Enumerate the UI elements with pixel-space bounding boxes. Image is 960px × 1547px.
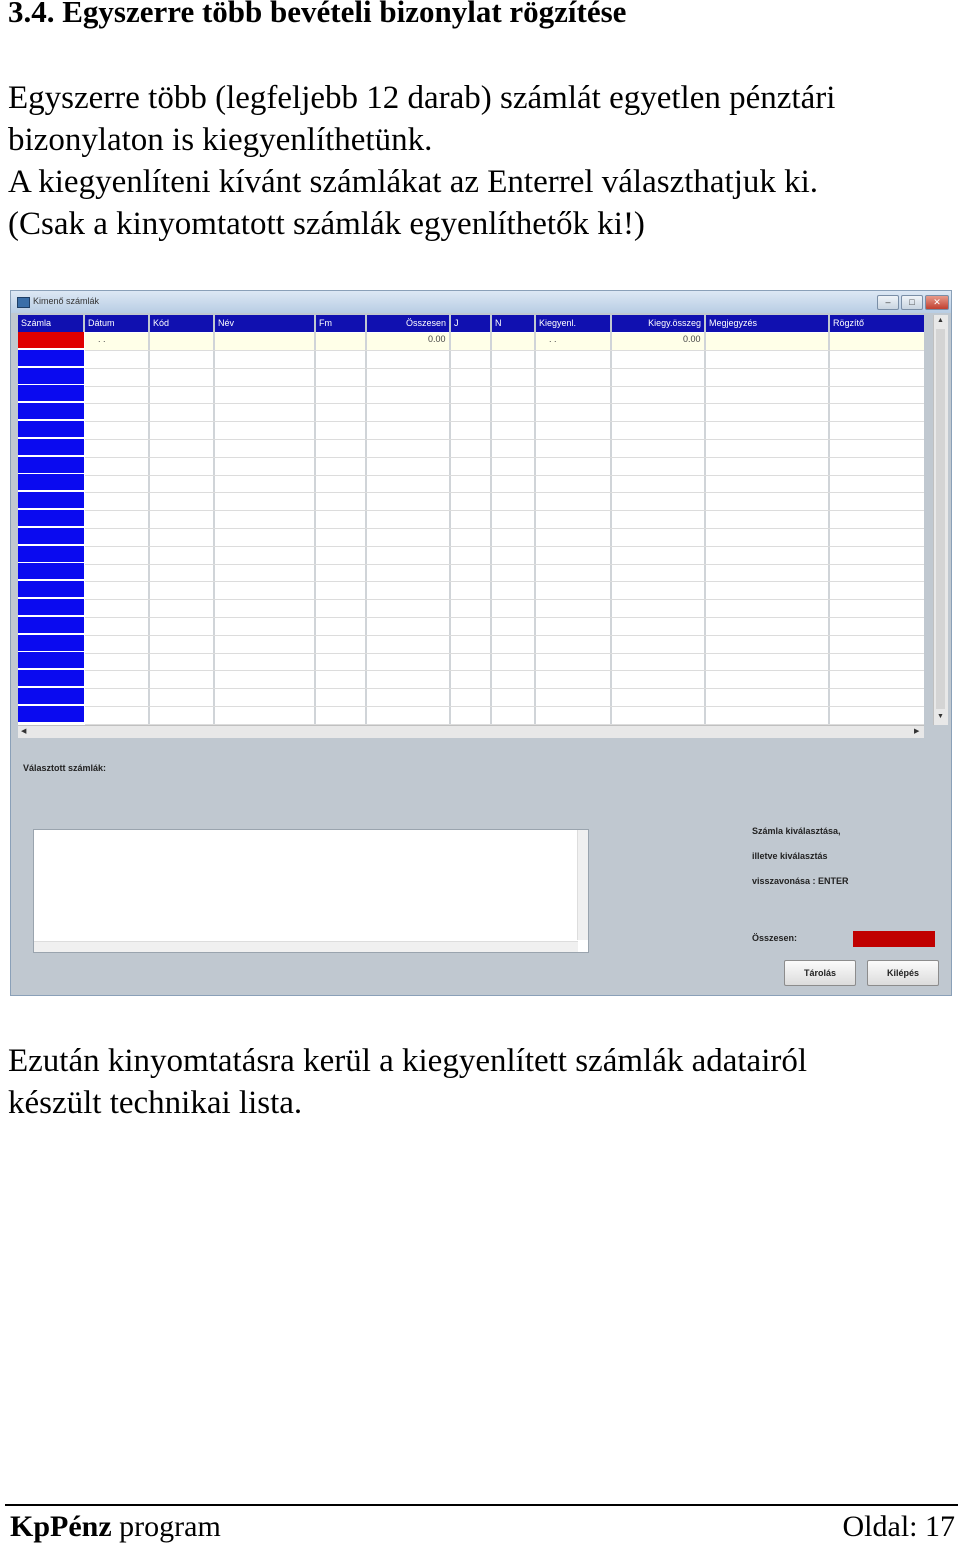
row-selector[interactable]: [18, 563, 84, 580]
intro-line-4: (Csak a kinyomtatott számlák egyenlíthetők ki!): [8, 206, 645, 242]
scroll-up-icon[interactable]: ▲: [937, 317, 944, 324]
grid-row-line: [85, 386, 924, 387]
grid-row-line: [85, 528, 924, 529]
after-line-1: Ezután kinyomtatásra kerül a kiegyenlített számlák adatairól: [8, 1043, 808, 1079]
footer-divider: [5, 1504, 958, 1506]
footer-program-name: KpPénz: [10, 1510, 112, 1543]
hint-line-1: Számla kiválasztása,: [752, 826, 841, 836]
row-selector[interactable]: [18, 474, 84, 491]
section-heading: 3.4. Egyszerre több bevételi bizonylat rögzítése: [8, 0, 627, 29]
active-row-selector[interactable]: [18, 332, 84, 349]
row-selector[interactable]: [18, 492, 84, 509]
after-line-2: készült technikai lista.: [8, 1085, 303, 1121]
col-header-datum[interactable]: Dátum: [85, 315, 150, 332]
col-header-kiegy-osszeg[interactable]: Kiegy.összeg: [612, 315, 706, 332]
row-selector[interactable]: [18, 421, 84, 438]
col-header-j[interactable]: J: [451, 315, 492, 332]
window-app-icon: [17, 297, 30, 308]
footer-page-number: Oldal: 17: [842, 1510, 955, 1543]
exit-button[interactable]: Kilépés: [867, 960, 939, 986]
row-selector[interactable]: [18, 368, 84, 385]
grid-row-line: [85, 670, 924, 671]
col-header-nev[interactable]: Név: [215, 315, 316, 332]
grid-row-line: [85, 403, 924, 404]
row-selector[interactable]: [18, 510, 84, 527]
close-button[interactable]: ✕: [925, 295, 949, 310]
row-selector[interactable]: [18, 439, 84, 456]
grid-row-line: [85, 653, 924, 654]
grid-row-line: [85, 492, 924, 493]
intro-paragraph: [8, 77, 950, 245]
intro-line-3: A kiegyenlíteni kívánt számlákat az Enterrel választhatjuk ki.: [8, 164, 819, 200]
vertical-scrollbar[interactable]: [933, 315, 948, 725]
col-header-kod[interactable]: Kód: [150, 315, 215, 332]
minimize-button[interactable]: –: [877, 295, 899, 310]
cell-datum: . .: [98, 334, 106, 344]
grid-row-line: [85, 368, 924, 369]
intro-line-1: Egyszerre több (legfeljebb 12 darab) számlát egyetlen pénztári: [8, 80, 836, 116]
row-selector[interactable]: [18, 403, 84, 420]
grid-row-line: [85, 688, 924, 689]
col-header-osszesen[interactable]: Összesen: [367, 315, 451, 332]
hint-line-3: visszavonása : ENTER: [752, 876, 849, 886]
cell-kiegyenl: . .: [549, 334, 557, 344]
hint-line-2: illetve kiválasztás: [752, 851, 828, 861]
scroll-right-icon[interactable]: ▶: [914, 728, 920, 735]
scroll-down-icon[interactable]: ▼: [937, 713, 944, 720]
row-selector[interactable]: [18, 706, 84, 723]
col-header-rogzito[interactable]: Rögzítő: [830, 315, 924, 332]
row-selector[interactable]: [18, 599, 84, 616]
grid-row-line: [85, 421, 924, 422]
row-selector[interactable]: [18, 581, 84, 598]
row-selector[interactable]: [18, 688, 84, 705]
footer-program: [10, 1510, 221, 1544]
save-button[interactable]: Tárolás: [784, 960, 856, 986]
grid-row-line: [85, 350, 924, 351]
grid-row-line: [85, 475, 924, 476]
grid-row-line: [85, 599, 924, 600]
grid-row-line: [85, 546, 924, 547]
cell-osszesen: 0.00: [428, 334, 446, 344]
row-selector[interactable]: [18, 528, 84, 545]
invoice-window: [10, 290, 952, 996]
row-selector[interactable]: [18, 635, 84, 652]
horizontal-scrollbar[interactable]: [18, 725, 924, 738]
invoice-grid[interactable]: [18, 315, 924, 725]
row-selector[interactable]: [18, 385, 84, 402]
grid-row-line: [85, 635, 924, 636]
cell-kiegy-osszeg: 0.00: [683, 334, 701, 344]
window-title: Kimenő számlák: [33, 296, 100, 306]
grid-row-line: [85, 581, 924, 582]
maximize-button[interactable]: □: [901, 295, 923, 310]
row-selector[interactable]: [18, 350, 84, 367]
col-header-szamla[interactable]: Számla: [18, 315, 85, 332]
grid-row-line: [85, 510, 924, 511]
total-label: Összesen:: [752, 933, 798, 943]
col-header-fm[interactable]: Fm: [316, 315, 367, 332]
footer-program-suffix: program: [111, 1510, 221, 1543]
window-titlebar: [11, 291, 951, 313]
row-selector[interactable]: [18, 546, 84, 563]
row-selector[interactable]: [18, 617, 84, 634]
grid-row-line: [85, 617, 924, 618]
after-paragraph: [8, 1040, 807, 1124]
col-header-megjegyzes[interactable]: Megjegyzés: [706, 315, 830, 332]
scroll-left-icon[interactable]: ◀: [21, 728, 27, 735]
grid-row-line: [85, 457, 924, 458]
total-value: 0: [853, 931, 935, 947]
grid-row-line: [85, 439, 924, 440]
list-hscroll[interactable]: [34, 941, 578, 952]
list-vscroll[interactable]: [577, 830, 588, 940]
intro-line-2: bizonylaton is kiegyenlíthetünk.: [8, 122, 433, 158]
col-header-kiegyenl[interactable]: Kiegyenl.: [536, 315, 612, 332]
selected-invoices-list[interactable]: [33, 829, 589, 953]
grid-row-line: [85, 564, 924, 565]
col-header-n[interactable]: N: [492, 315, 536, 332]
scroll-thumb[interactable]: [936, 329, 945, 709]
row-selector[interactable]: [18, 652, 84, 669]
grid-row-line: [85, 706, 924, 707]
row-selector[interactable]: [18, 457, 84, 474]
selected-invoices-label: Választott számlák:: [23, 763, 107, 773]
row-selector[interactable]: [18, 670, 84, 687]
